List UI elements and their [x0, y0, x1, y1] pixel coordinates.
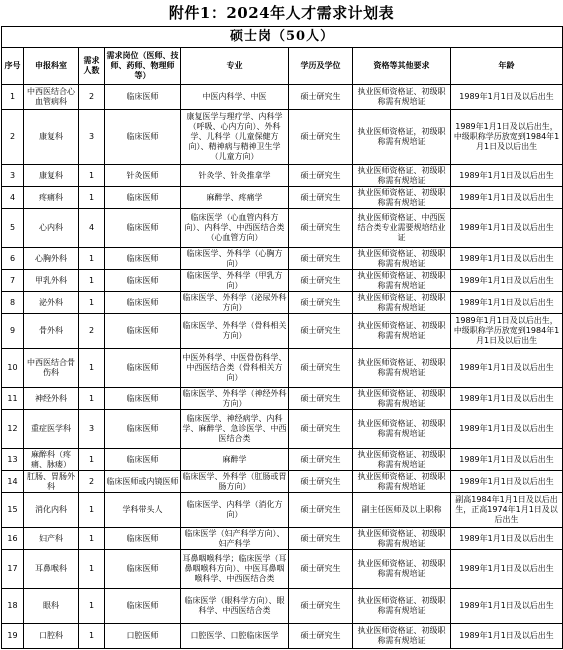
- table-cell: 临床医师: [105, 209, 181, 248]
- table-cell: 14: [2, 471, 24, 493]
- table-cell: 1: [79, 270, 105, 292]
- table-cell: 执业医师资格证、初级职称需有规培证: [353, 388, 451, 410]
- table-cell: 耳鼻喉科: [24, 550, 79, 589]
- table-cell: 临床医师: [105, 270, 181, 292]
- table-cell: 中医外科学、中医骨伤科学、中西医结合类（骨科相关方向）: [181, 349, 289, 388]
- table-row: [2, 589, 563, 624]
- table-cell: 临床医师: [105, 187, 181, 209]
- table-row: [2, 471, 563, 493]
- table-cell: 临床医学、外科学（肛肠或胃肠方向）: [182, 471, 287, 491]
- table-cell: 临床医师: [105, 248, 181, 270]
- table-cell: 耳鼻咽喉科学；临床医学（耳鼻咽喉科方向）、中医耳鼻咽喉科学、中西医结合类: [181, 550, 289, 589]
- table-cell: 临床医师: [105, 314, 181, 349]
- table-cell: 麻醉科（疼痛、脉瘘）: [24, 449, 79, 471]
- table-cell: 执业医师资格证、初级职称需有规培证: [353, 165, 451, 187]
- table-cell: 执业医师资格证、初级职称需有规培证: [353, 624, 451, 649]
- table-cell: 执业医师资格证、初级职称需有规培证: [353, 471, 451, 493]
- table-cell: 1989年1月1日及以后出生，中级职称学历放宽到1984年1月1日及以后出生: [451, 110, 563, 165]
- table-cell: 1989年1月1日及以后出生: [451, 248, 563, 270]
- table-cell: 临床医师或内镜医师: [105, 471, 181, 493]
- table-cell: 1989年1月1日及以后出生: [451, 550, 563, 589]
- table-cell: 1989年1月1日及以后出生: [451, 165, 563, 187]
- header-cell: 序号: [2, 48, 24, 85]
- table-row: [2, 410, 563, 449]
- table-cell: 执业医师资格证、初级职称需有规培证: [353, 248, 451, 270]
- table-cell: 执业医师资格证、初级职称需有规培证: [353, 550, 451, 589]
- table-cell: 执业医师资格证、初级职称需有规培证: [353, 589, 451, 624]
- table-cell: 1989年1月1日及以后出生: [451, 209, 563, 248]
- table-cell: 1989年1月1日及以后出生: [451, 270, 563, 292]
- table-cell: 临床医师: [105, 388, 181, 410]
- table-cell: 1: [79, 624, 105, 649]
- table-cell: 3: [79, 110, 105, 165]
- table-cell: 1989年1月1日及以后出生: [451, 589, 563, 624]
- table-cell: 硕士研究生: [289, 388, 353, 410]
- table-cell: 针灸医师: [105, 165, 181, 187]
- table-cell: 19: [2, 624, 24, 649]
- table-cell: 18: [2, 589, 24, 624]
- table-row: [2, 85, 563, 110]
- table-cell: 执业医师资格证、初级职称需有规培证: [353, 528, 451, 550]
- header-cell: 需求岗位（医师、技师、药师、物理师等）: [105, 48, 181, 85]
- table-cell: 执业医师资格证、初级职称需有规培证: [353, 349, 451, 388]
- table-cell: 12: [2, 410, 24, 449]
- table-cell: 1989年1月1日及以后出生: [451, 187, 563, 209]
- table-row: [2, 292, 563, 314]
- table-cell: 临床医师: [105, 528, 181, 550]
- table-row: [2, 110, 563, 165]
- table-cell: 硕士研究生: [289, 110, 353, 165]
- table-cell: 临床医师: [105, 550, 181, 589]
- table-cell: 临床医学、神经病学、内科学、麻醉学、急诊医学、中西医结合类: [181, 410, 289, 449]
- table-cell: 2: [79, 314, 105, 349]
- table-cell: 1989年1月1日及以后出生: [451, 624, 563, 649]
- table-cell: 4: [2, 187, 24, 209]
- table-cell: 神经外科: [24, 388, 79, 410]
- table-row: [2, 187, 563, 209]
- table-cell: 1: [2, 85, 24, 110]
- table-cell: 5: [2, 209, 24, 248]
- table-cell: 硕士研究生: [289, 410, 353, 449]
- table-cell: 执业医师资格证、初级职称需有规培证: [353, 292, 451, 314]
- table-cell: 执业医师资格证、初级职称需有规培证: [353, 449, 451, 471]
- table-row: [2, 209, 563, 248]
- table-cell: 临床医学（心血管内科方向）、内科学、中西医结合类（心血管方向）: [181, 209, 289, 248]
- table-cell: 心内科: [24, 209, 79, 248]
- table-cell: 3: [2, 165, 24, 187]
- table-cell: 临床医师: [105, 85, 181, 110]
- table-cell: 硕士研究生: [289, 471, 353, 493]
- table-cell: 硕士研究生: [289, 550, 353, 589]
- table-row: [2, 528, 563, 550]
- table-cell: 口腔科: [24, 624, 79, 649]
- table-cell: 1: [79, 292, 105, 314]
- table-cell: 硕士研究生: [289, 493, 353, 528]
- table-cell: 1989年1月1日及以后出生: [451, 528, 563, 550]
- table-cell: 康复科: [24, 110, 79, 165]
- table-row: [2, 493, 563, 528]
- table-cell: 骨外科: [24, 314, 79, 349]
- table-cell: 消化内科: [24, 493, 79, 528]
- table-cell: 中西医结合心血管病科: [24, 85, 79, 110]
- table-cell: 泌外科: [24, 292, 79, 314]
- table-cell: 7: [2, 270, 24, 292]
- document-title: 附件1：2024年人才需求计划表: [168, 4, 395, 22]
- table-cell: 临床医师: [105, 410, 181, 449]
- table-cell: 17: [2, 550, 24, 589]
- table-cell: 临床医学（眼科学方向）、眼科学、中西医结合类: [181, 589, 289, 624]
- table-cell: 1: [79, 589, 105, 624]
- table-cell: 针灸学、针灸推拿学: [181, 165, 289, 187]
- table-cell: 临床医学、外科学（泌尿外科方向）: [182, 292, 287, 312]
- table-cell: 临床医学、内科学（消化方向）: [181, 493, 289, 528]
- table-cell: 硕士研究生: [289, 314, 353, 349]
- table-cell: 临床医师: [105, 589, 181, 624]
- table-row: [2, 248, 563, 270]
- table-cell: 硕士研究生: [289, 187, 353, 209]
- table-cell: 硕士研究生: [289, 624, 353, 649]
- table-row: [2, 165, 563, 187]
- table-cell: 眼科: [24, 589, 79, 624]
- table-header-row: [2, 48, 563, 85]
- table-row: [2, 449, 563, 471]
- table-cell: 口腔医师: [105, 624, 181, 649]
- table-cell: 1989年1月1日及以后出生: [451, 471, 563, 493]
- table-cell: 1: [79, 493, 105, 528]
- header-cell: 需求人数: [79, 48, 105, 85]
- table-cell: 9: [2, 314, 24, 349]
- table-cell: 1: [79, 528, 105, 550]
- table-cell: 麻醉学、疼痛学: [181, 187, 289, 209]
- table-cell: 1989年1月1日及以后出生: [451, 388, 563, 410]
- table-cell: 硕士研究生: [289, 85, 353, 110]
- table-cell: 硕士研究生: [289, 248, 353, 270]
- table-cell: 1: [79, 165, 105, 187]
- table-cell: 1: [79, 187, 105, 209]
- table-cell: 硕士研究生: [289, 270, 353, 292]
- table-cell: 8: [2, 292, 24, 314]
- table-cell: 重症医学科: [24, 410, 79, 449]
- table-cell: 临床医师: [105, 449, 181, 471]
- table-cell: 硕士研究生: [289, 449, 353, 471]
- table-row: [2, 314, 563, 349]
- table-row: [2, 349, 563, 388]
- table-cell: 1: [79, 388, 105, 410]
- table-cell: 临床医学、外科学（神经外科方向）: [182, 388, 287, 408]
- table-cell: 1: [79, 248, 105, 270]
- table-cell: 1989年1月1日及以后出生: [451, 349, 563, 388]
- table-cell: 执业医师资格证、中西医结合类专业需要规培结业证: [353, 209, 451, 248]
- table-cell: 临床医师: [105, 349, 181, 388]
- table-cell: 康复科: [24, 165, 79, 187]
- table-cell: 3: [79, 410, 105, 449]
- table-subtitle-row: [2, 27, 563, 48]
- table-cell: 麻醉学: [181, 449, 289, 471]
- recruitment-table: [1, 26, 563, 649]
- table-cell: 心胸外科: [24, 248, 79, 270]
- table-cell: 13: [2, 449, 24, 471]
- table-cell: 1989年1月1日及以后出生: [451, 85, 563, 110]
- table-cell: 1989年1月1日及以后出生: [451, 410, 563, 449]
- table-row: [2, 270, 563, 292]
- table-cell: 临床医学（妇产科学方向）、妇产科学: [181, 528, 289, 550]
- table-cell: 11: [2, 388, 24, 410]
- table-cell: 临床医学、外科学（甲乳方向）: [181, 270, 289, 292]
- header-cell: 学历及学位: [289, 48, 353, 85]
- table-cell: 2: [2, 110, 24, 165]
- table-cell: 临床医学、外科学（骨科相关方向）: [181, 314, 289, 349]
- table-cell: 肛肠、胃肠外科: [24, 471, 79, 493]
- table-cell: 硕士研究生: [289, 528, 353, 550]
- table-cell: 1: [79, 349, 105, 388]
- table-cell: 1989年1月1日及以后出生: [451, 292, 563, 314]
- table-cell: 疼痛科: [24, 187, 79, 209]
- table-cell: 硕士研究生: [289, 589, 353, 624]
- table-cell: 中医内科学、中医: [181, 85, 289, 110]
- table-cell: 康复医学与理疗学、内科学（呼吸、心内方向）、外科学、儿科学（儿童保健方向）、精神病与精神卫生学（儿童方向）: [181, 110, 289, 165]
- table-cell: 1989年1月1日及以后出生，中级职称学历放宽到1984年1月1日及以后出生: [451, 314, 563, 349]
- header-cell: 专业: [181, 48, 289, 85]
- table-cell: 4: [79, 209, 105, 248]
- table-cell: 2: [79, 85, 105, 110]
- header-cell: 年龄: [451, 48, 563, 85]
- header-cell: 资格等其他要求: [353, 48, 451, 85]
- table-cell: 执业医师资格证、初级职称需有规培证: [353, 85, 451, 110]
- table-cell: 硕士研究生: [289, 292, 353, 314]
- table-cell: 副主任医师及以上职称: [353, 493, 451, 528]
- table-cell: 执业医师资格证，初级职称需有规培证: [353, 110, 451, 165]
- table-cell: 15: [2, 493, 24, 528]
- table-cell: 临床医师: [105, 110, 181, 165]
- header-cell: 申报科室: [24, 48, 79, 85]
- table-cell: 16: [2, 528, 24, 550]
- table-cell: 临床医学、外科学（心胸方向）: [181, 248, 289, 270]
- table-subtitle: 硕士岗（50人）: [2, 27, 563, 48]
- table-cell: 甲乳外科: [24, 270, 79, 292]
- table-cell: 学科带头人: [105, 493, 181, 528]
- table-cell: 执业医师资格证、初级职称需有规培证: [353, 410, 451, 449]
- table-cell: 硕士研究生: [289, 209, 353, 248]
- table-cell: 1989年1月1日及以后出生: [451, 449, 563, 471]
- table-cell: 副高1984年1月1日及以后出生，正高1974年1月1日及以后出生: [451, 493, 563, 528]
- table-row: [2, 624, 563, 649]
- table-cell: 硕士研究生: [289, 165, 353, 187]
- table-cell: 6: [2, 248, 24, 270]
- table-cell: 2: [79, 471, 105, 493]
- table-cell: 口腔医学、口腔临床医学: [181, 624, 289, 649]
- table-cell: 执业医师资格证、初级职称需有规培证: [353, 187, 451, 209]
- table-cell: 10: [2, 349, 24, 388]
- table-cell: 中西医结合骨伤科: [24, 349, 79, 388]
- table-cell: 1: [79, 550, 105, 589]
- table-cell: 执业医师资格证、初级职称需有规培证: [353, 270, 451, 292]
- table-cell: 临床医师: [105, 292, 181, 314]
- table-row: [2, 388, 563, 410]
- table-cell: 1: [79, 449, 105, 471]
- table-row: [2, 550, 563, 589]
- table-cell: 硕士研究生: [289, 349, 353, 388]
- table-cell: 妇产科: [24, 528, 79, 550]
- table-cell: 执业医师资格证、初级职称需有规培证: [353, 314, 451, 349]
